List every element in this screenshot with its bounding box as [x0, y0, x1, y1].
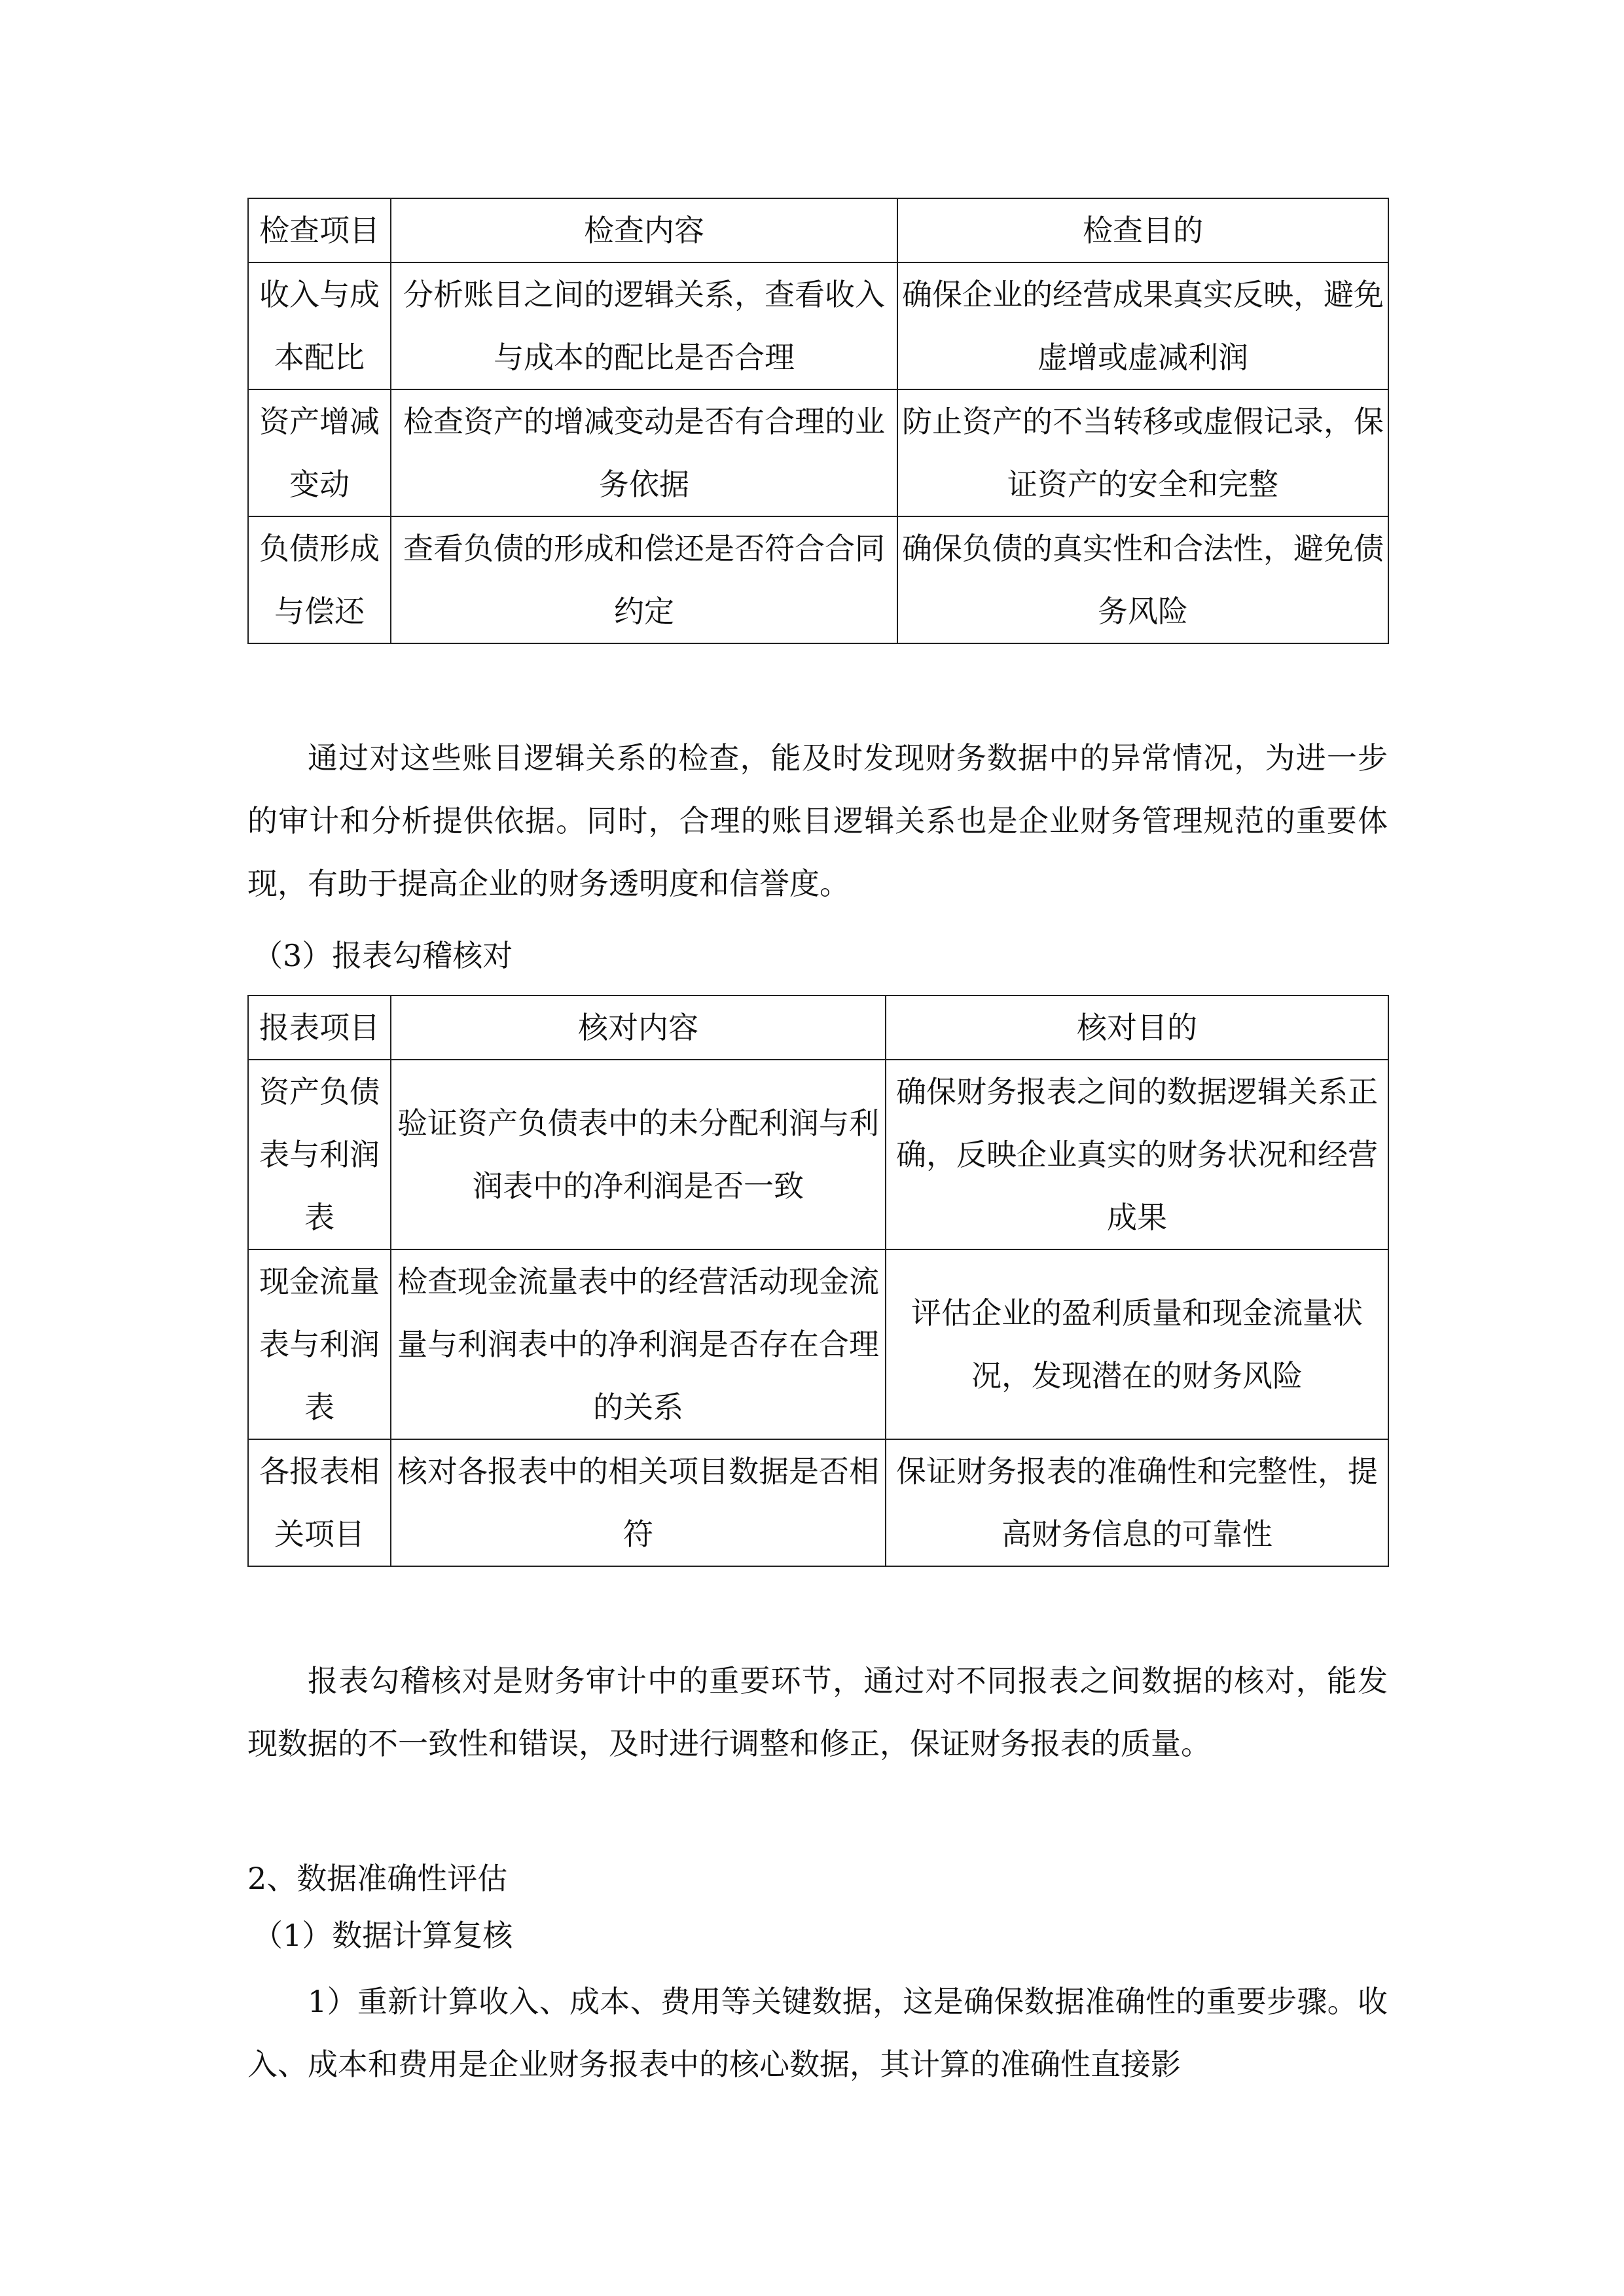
table-row: [248, 1439, 1388, 1566]
table-row: [248, 516, 1388, 643]
header-cell: 报表项目: [248, 996, 391, 1060]
subsection-heading: （1）数据计算复核: [253, 1918, 513, 1953]
table-header-row: [248, 996, 1388, 1060]
content-cell: 分析账目之间的逻辑关系，查看收入与成本的配比是否合理: [391, 262, 897, 389]
content-cell: 验证资产负债表中的未分配利润与利润表中的净利润是否一致: [391, 1060, 886, 1249]
purpose-cell: 评估企业的盈利质量和现金流量状况，发现潜在的财务风险: [886, 1249, 1388, 1439]
item-cell: 负债形成与偿还: [248, 516, 391, 643]
header-cell: 核对内容: [391, 996, 886, 1060]
purpose-cell: 确保财务报表之间的数据逻辑关系正确，反映企业真实的财务状况和经营成果: [886, 1060, 1388, 1249]
paragraph: 1）重新计算收入、成本、费用等关键数据，这是确保数据准确性的重要步骤。收入、成本和费用是企业财务报表中的核心数据，其计算的准确性直接影: [247, 1984, 1388, 2082]
item-cell: 现金流量表与利润表: [248, 1249, 391, 1439]
header-cell: 检查目的: [897, 198, 1388, 262]
purpose-cell: 确保负债的真实性和合法性，避免债务风险: [897, 516, 1388, 643]
purpose-cell: 防止资产的不当转移或虚假记录，保证资产的安全和完整: [897, 389, 1388, 516]
header-cell: 检查项目: [248, 198, 391, 262]
section-heading: （3）报表勾稽核对: [253, 938, 513, 973]
content-cell: 查看负债的形成和偿还是否符合合同约定: [391, 516, 897, 643]
purpose-cell: 确保企业的经营成果真实反映，避免虚增或虚减利润: [897, 262, 1388, 389]
table-header-row: [248, 198, 1388, 262]
paragraph: 通过对这些账目逻辑关系的检查，能及时发现财务数据中的异常情况，为进一步的审计和分析提供依据。同时，合理的账目逻辑关系也是企业财务管理规范的重要体现，有助于提高企业的财务透明度和信誉度。: [247, 740, 1388, 901]
item-cell: 资产增减变动: [248, 389, 391, 516]
table-row: [248, 1249, 1388, 1439]
content-cell: 核对各报表中的相关项目数据是否相符: [391, 1439, 886, 1566]
paragraph: 报表勾稽核对是财务审计中的重要环节，通过对不同报表之间数据的核对，能发现数据的不一致性和错误，及时进行调整和修正，保证财务报表的质量。: [247, 1663, 1388, 1761]
table-row: [248, 389, 1388, 516]
header-cell: 核对目的: [886, 996, 1388, 1060]
purpose-cell: 保证财务报表的准确性和完整性，提高财务信息的可靠性: [886, 1439, 1388, 1566]
item-cell: 各报表相关项目: [248, 1439, 391, 1566]
report-reconciliation-table: [247, 995, 1389, 1567]
table-row: [248, 1060, 1388, 1249]
item-cell: 资产负债表与利润表: [248, 1060, 391, 1249]
account-check-table: [247, 198, 1389, 644]
header-cell: 检查内容: [391, 198, 897, 262]
item-cell: 收入与成本配比: [248, 262, 391, 389]
content-cell: 检查资产的增减变动是否有合理的业务依据: [391, 389, 897, 516]
section-heading: 2、数据准确性评估: [247, 1861, 508, 1896]
table-row: [248, 262, 1388, 389]
content-cell: 检查现金流量表中的经营活动现金流量与利润表中的净利润是否存在合理的关系: [391, 1249, 886, 1439]
